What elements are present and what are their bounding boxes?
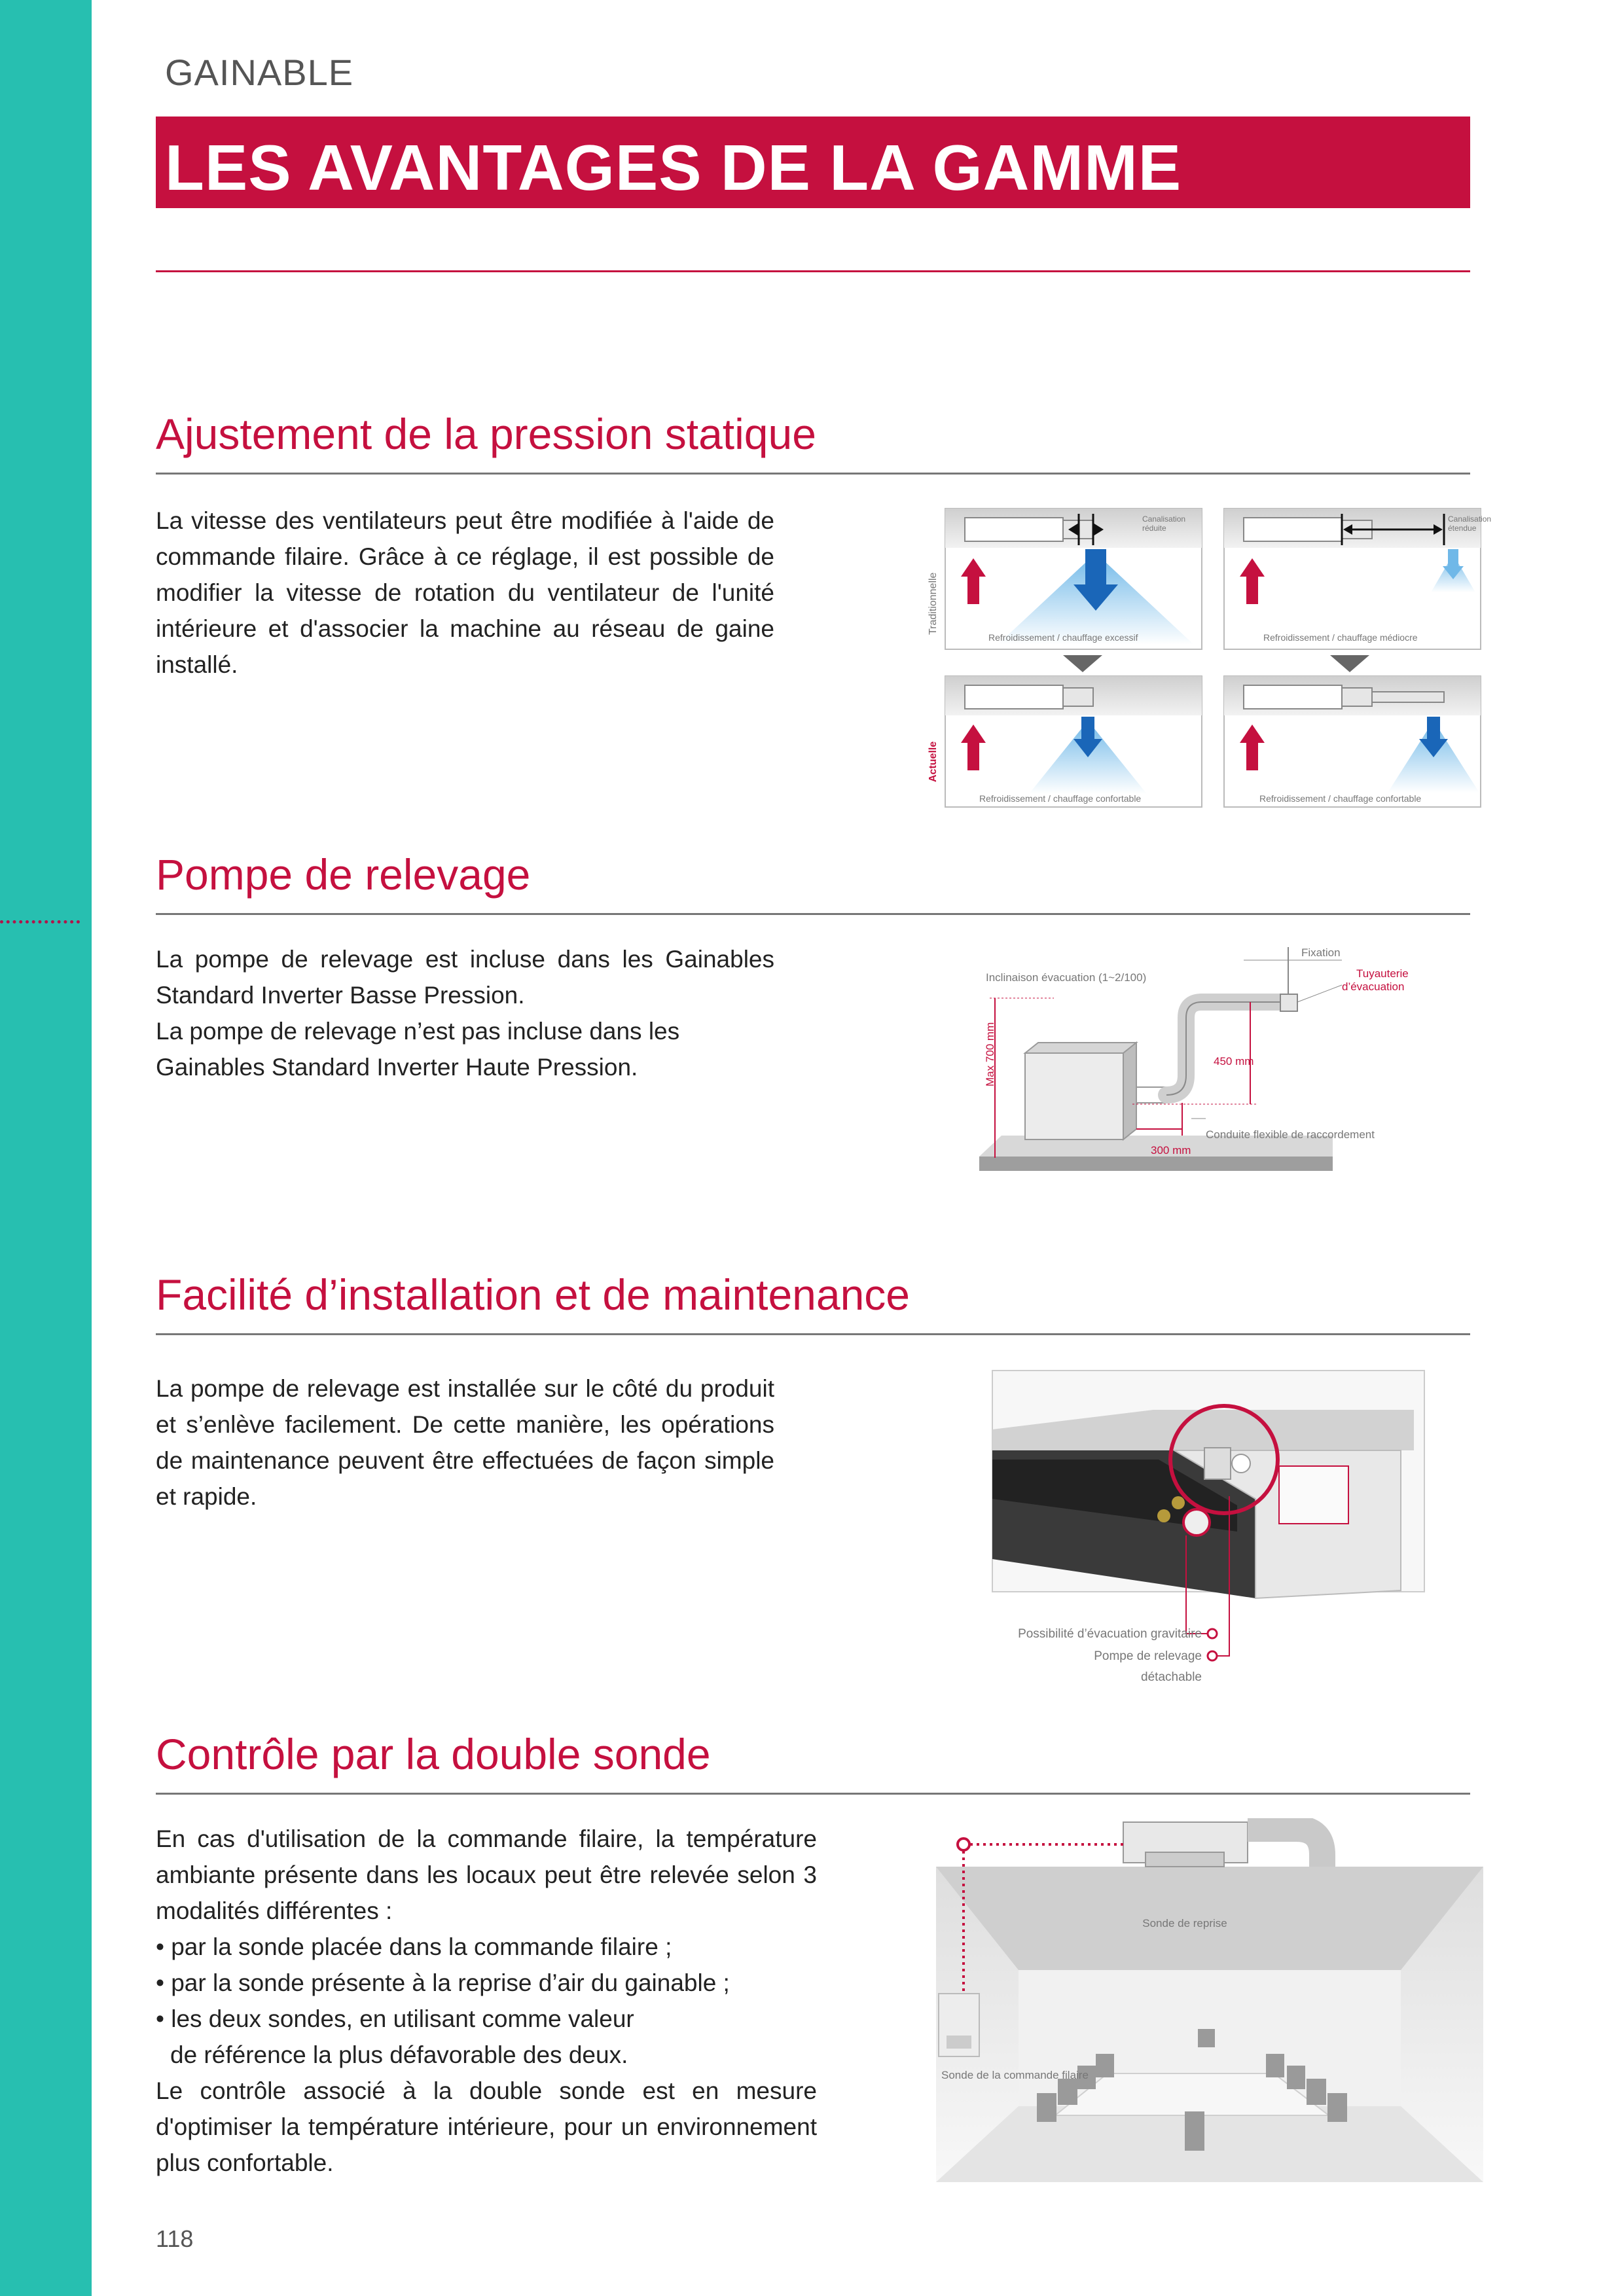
section-text-installation — [156, 1371, 774, 1515]
row-label-traditionnelle: Traditionnelle — [928, 572, 939, 635]
side-color-bar — [0, 0, 92, 2296]
label-sonde-reprise: Sonde de reprise — [1142, 1917, 1227, 1929]
label-gravitaire: Possibilité d’évacuation gravitaire — [1018, 1627, 1202, 1641]
caption-confortable-2: Refroidissement / chauffage confortable — [1259, 793, 1422, 804]
section-title-pompe: Pompe de relevage — [156, 850, 531, 899]
section-text-pompe — [156, 941, 774, 1085]
paragraph: En cas d'utilisation de la commande filaire, la température ambiante présente dans les locaux peut être relevée selon 3 modalités différentes : — [156, 1825, 817, 1924]
caption-confortable-1: Refroidissement / chauffage confortable — [979, 793, 1142, 804]
floor-slab — [979, 1157, 1333, 1171]
row-label-actuelle: Actuelle — [928, 741, 939, 782]
paragraph: La vitesse des ventilateurs peut être modifiée à l'aide de commande filaire. Grâce à ce réglage, il est possible de modifier la vitesse de rotation du ventilateur de l'unité intérieure et d'associer la machine au réseau de gaine installé. — [156, 507, 774, 678]
label-canal-reduite: Canalisation — [1142, 514, 1186, 524]
paragraph: La pompe de relevage est installée sur le côté du produit et s’enlève facilement. De cette manière, les opérations de maintenance peuvent être effectuées de façon simple et rapide. — [156, 1375, 774, 1510]
section-divider — [156, 473, 1470, 475]
label-300: 300 mm — [1151, 1144, 1191, 1157]
transition-arrow — [1330, 655, 1369, 672]
panel-actuelle-confortable-2 — [1224, 676, 1481, 807]
bullet-item-continuation: de référence la plus défavorable des deux. — [170, 2041, 628, 2068]
label-sonde-commande: Sonde de la commande filaire — [941, 2069, 1089, 2081]
section-divider — [156, 913, 1470, 915]
label-pompe: Pompe de relevage — [1094, 1649, 1202, 1663]
label-conduite: Conduite flexible de raccordement — [1206, 1128, 1375, 1141]
label-canal-etendue-2: étendue — [1448, 524, 1477, 533]
bullet-item: • par la sonde placée dans la commande filaire ; — [156, 1933, 672, 1960]
label-tuyauterie: Tuyauterie — [1356, 967, 1409, 980]
indoor-unit — [1025, 1043, 1166, 1139]
page-title: LES AVANTAGES DE LA GAMME — [165, 132, 1182, 204]
caption-mediocre: Refroidissement / chauffage médiocre — [1263, 632, 1418, 643]
panel-actuelle-confortable-1 — [945, 676, 1202, 807]
label-tuyauterie-2: d’évacuation — [1342, 980, 1405, 993]
section-title-sonde: Contrôle par la double sonde — [156, 1730, 711, 1778]
pression-diagram — [916, 494, 1492, 808]
section-title-pression: Ajustement de la pression statique — [156, 410, 816, 458]
section-title-installation: Facilité d’installation et de maintenance — [156, 1270, 911, 1319]
section-text-sonde — [156, 1821, 817, 2181]
paragraph: La pompe de relevage n’est pas incluse dans les Gainables Standard Inverter Haute Pression. — [156, 1018, 680, 1081]
installation-diagram — [982, 1368, 1427, 1695]
drain-pipe — [1166, 1002, 1283, 1095]
label-fixation: Fixation — [1301, 946, 1341, 959]
label-canal-etendue: Canalisation — [1448, 514, 1492, 524]
panel-traditionnelle-excessif — [945, 509, 1202, 649]
page-number: 118 — [156, 2225, 194, 2252]
bullet-item: • les deux sondes, en utilisant comme valeur — [156, 2005, 634, 2032]
section-divider — [156, 1793, 1470, 1795]
side-dotted-line — [0, 920, 80, 924]
label-pompe-2: détachable — [1141, 1670, 1202, 1684]
paragraph: Le contrôle associé à la double sonde est en mesure d'optimiser la température intérieure, pour un environnement plus confortable. — [156, 2077, 817, 2176]
section-text-pression — [156, 503, 774, 683]
marker-pompe — [1208, 1651, 1217, 1660]
label-450: 450 mm — [1214, 1055, 1254, 1067]
page-title-band — [156, 117, 1470, 208]
panel-traditionnelle-mediocre — [1224, 509, 1491, 649]
paragraph: La pompe de relevage est incluse dans les Gainables Standard Inverter Basse Pression. — [156, 946, 774, 1009]
bullet-item: • par la sonde présente à la reprise d’air du gainable ; — [156, 1969, 730, 1996]
label-canal-reduite-2: réduite — [1142, 524, 1166, 533]
marker-sonde-reprise — [958, 1839, 969, 1850]
drain-highlight — [1183, 1509, 1210, 1535]
label-inclinaison: Inclinaison évacuation (1~2/100) — [986, 971, 1147, 984]
transition-arrow — [1063, 655, 1102, 672]
page-category: GAINABLE — [165, 52, 354, 93]
marker-gravitaire — [1208, 1629, 1217, 1638]
section-divider — [156, 1333, 1470, 1335]
pompe-diagram — [975, 939, 1420, 1201]
caption-excessif: Refroidissement / chauffage excessif — [988, 632, 1138, 643]
label-max700: Max 700 mm — [984, 1022, 996, 1086]
sonde-diagram — [929, 1818, 1486, 2185]
title-divider — [156, 270, 1470, 272]
